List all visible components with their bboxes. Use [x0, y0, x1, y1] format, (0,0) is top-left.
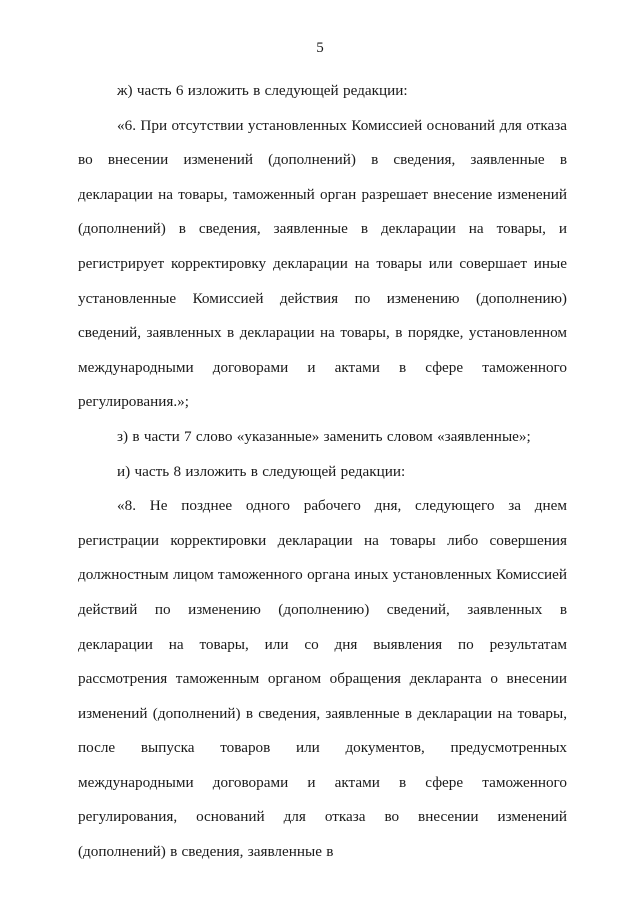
page-number: 5 — [316, 40, 324, 56]
paragraph-item-i: и) часть 8 изложить в следующей редакции: — [117, 462, 406, 480]
paragraph-item-z: з) в части 7 слово «указанные» заменить словом «заявленные»; — [117, 427, 531, 445]
paragraph-part-8-text: «8. Не позднее одного рабочего дня, следующего за днем регистрации корректировки декларации на товары либо совершения должностным лицом таможенного органа иных установленных Комиссией действий по изменению (дополнению) сведений, заявленных в декларации на товары, или со дня выявления по результатам рассмотрения таможенным органом обращения декларанта о внесении изменений (дополнений) в сведения, заявленные в декларации на товары, после выпуска товаров или документов, предусмотренных международными договорами и актами в сфере таможенного регулирования, оснований для отказа во внесении изменений (дополнений) в сведения, заявленные в — [78, 497, 567, 861]
document-body — [78, 74, 567, 870]
paragraph-part-6-text: «6. При отсутствии установленных Комиссией оснований для отказа во внесении изменений (дополнений) в сведения, заявленные в декларации на товары, таможенный орган разрешает внесение изменений (дополнений) в сведения, заявленные в декларации на товары, и регистрирует корректировку декларации на товары или совершает иные установленные Комиссией действия по изменению (дополнению) сведений, заявленных в декларации на товары, в порядке, установленном международными договорами и актами в сфере таможенного регулирования.»; — [78, 116, 567, 411]
paragraph-item-zh: ж) часть 6 изложить в следующей редакции: — [117, 82, 408, 99]
